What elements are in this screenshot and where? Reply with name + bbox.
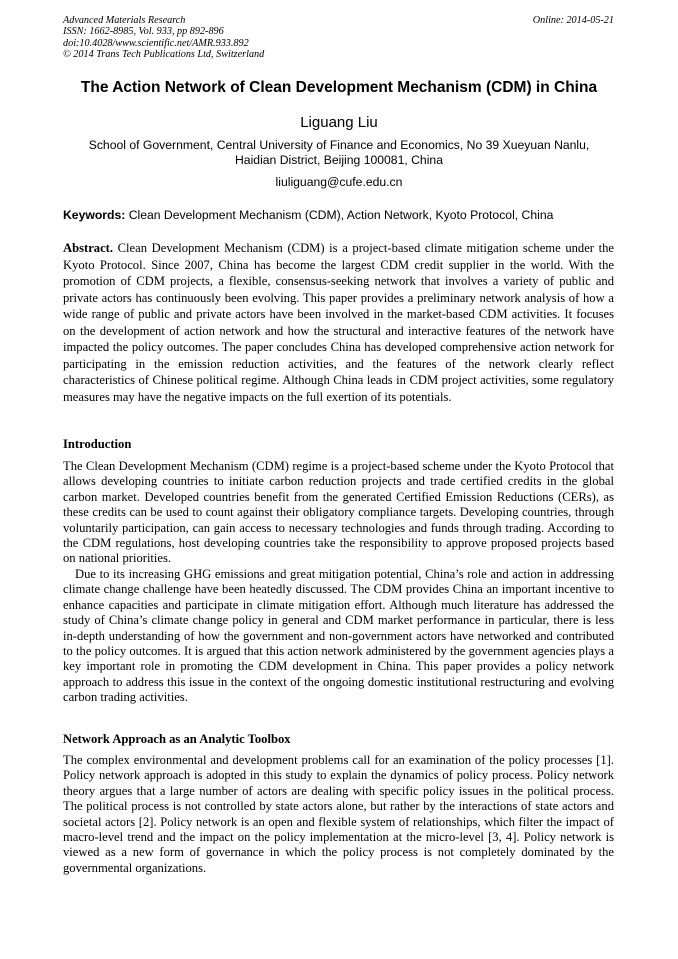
paragraph: Due to its increasing GHG emissions and great mitigation potential, China’s role and action in addressing climate change challenge have been heatedly discussed. The CDM provides China an important incentive to enhance capacities and participate in climate mitigation effort. Although much literature has addressed the study of China’s climate change policy in general and CDM market performance in particular, there is less in-depth understanding of how the government and non-government actors have networked and contributed to the policy outcomes. It is argued that this action network administered by the government agencies plays a key important role in promoting the CDM development in China. This paper provides a policy network approach to address this issue in the context of the ongoing domestic institutional restructuring and evolving carbon trading activities. <box>63 567 614 705</box>
paper-title: The Action Network of Clean Development Mechanism (CDM) in China <box>80 79 598 96</box>
section-heading: Network Approach as an Analytic Toolbox <box>63 732 291 746</box>
paragraph: The Clean Development Mechanism (CDM) regime is a project-based scheme under the Kyoto Protocol that allows developing countries to initiate carbon reduction projects and trade certified credits in the global carbon market. Developed countries benefit from the generated Certified Emission Reductions (CERs), as these credits can be used to count against their obligatory compliance targets. Developing countries, through voluntarily participation, can gain access to necessary technologies and funds through trading. According to the CDM regulations, host developing countries take the responsibility to approve proposed projects based on national priorities. <box>63 459 614 566</box>
paragraph: The complex environmental and development problems call for an examination of the policy processes [1]. Policy network approach is adopted in this study to explain the dynamics of policy process. Policy network theory argues that a large number of actors are dealing with specific policy issues in the political process. The political process is not controlled by state actors alone, but rather by the interactions of state actors and societal actors [2]. Policy network is an open and flexible system of relationships, which filter the impact of macro-level trend and the impact on the policy implementation at the micro-level [3, 4]. Policy network is viewed as a new form of governance in which the policy process is not completely dominated by the governmental organizations. <box>63 753 614 875</box>
online-date: Online: 2014-05-21 <box>532 15 614 26</box>
copyright: © 2014 Trans Tech Publications Ltd, Switzerland <box>63 49 265 61</box>
keywords-label: Keywords: <box>63 208 126 222</box>
affiliation <box>0 138 678 168</box>
abstract-label: Abstract. <box>63 241 114 255</box>
abstract-text: Clean Development Mechanism (CDM) is a project-based climate mitigation scheme under the Kyoto Protocol. Since 2007, China has become the largest CDM credit supplier in the world. With the promotion of CDM projects, a flexible, consensus-seeking network that involves a variety of public and private actors has continuously been evolving. This paper provides a preliminary network analysis of how a wide range of public and private actors have been involved in the market-based CDM activities. It focuses on the development of action network and how the structural and interactive features of the network have impacted the policy outcomes. The paper concludes China has developed comprehensive action network for participating in the emission reduction activities, and the features of the network clearly reflect characteristics of Chinese political regime. Although China leads in CDM project activities, some regulatory measures may have the negative impacts on the full exertion of its potentials. <box>63 241 614 404</box>
issn: ISSN: 1662-8985, Vol. 933, pp 892-896 <box>63 26 224 38</box>
doi: doi:10.4028/www.scientific.net/AMR.933.892 <box>63 37 249 49</box>
affiliation-line: Haidian District, Beijing 100081, China <box>235 153 443 167</box>
section-heading: Introduction <box>63 437 132 451</box>
journal-header <box>63 15 264 61</box>
affiliation-line: School of Government, Central University of Finance and Economics, No 39 Xueyuan Nanlu, <box>88 138 590 152</box>
author-email: liuliguang@cufe.edu.cn <box>275 175 403 189</box>
journal-name: Advanced Materials Research <box>63 15 186 26</box>
keywords-text: Clean Development Mechanism (CDM), Action Network, Kyoto Protocol, China <box>128 208 554 222</box>
abstract <box>63 240 614 405</box>
author: Liguang Liu <box>300 114 378 131</box>
keywords <box>63 208 553 222</box>
